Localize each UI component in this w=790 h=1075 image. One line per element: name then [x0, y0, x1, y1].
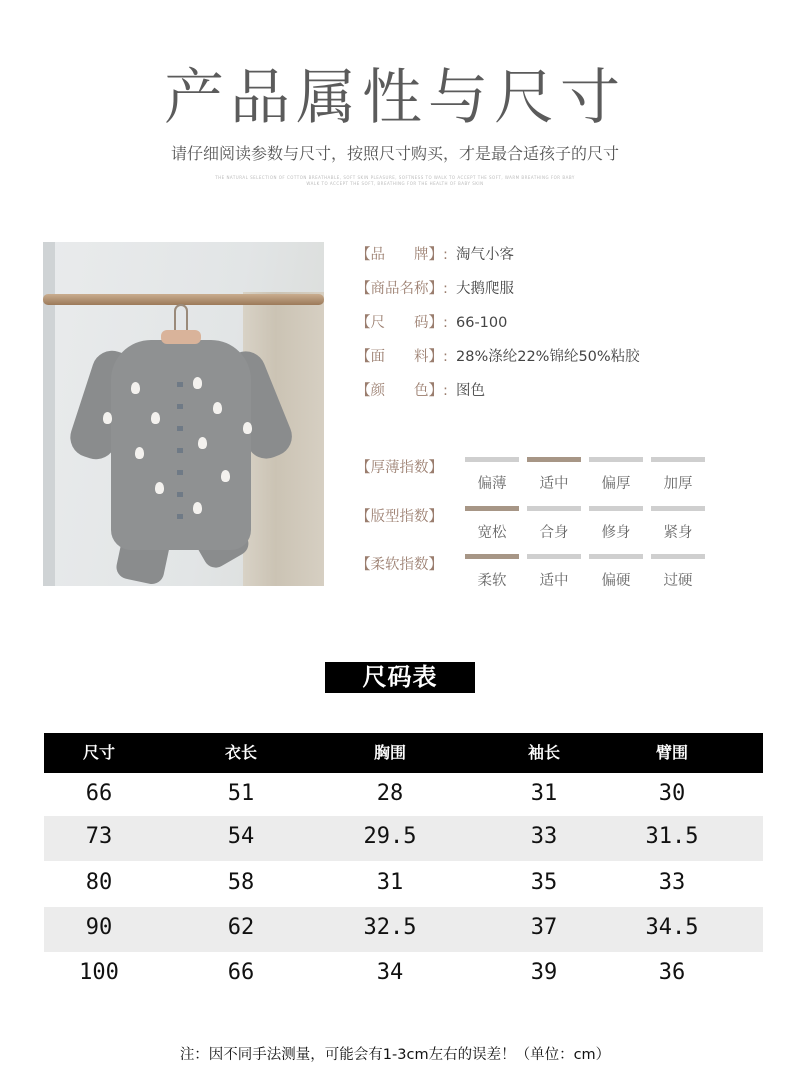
fine-print-line: WALK TO ACCEPT THE SOFT, BREATHING FOR THE HEALTH OF BABY SKIN	[306, 181, 484, 186]
table-cell: 33	[530, 824, 558, 849]
index-option	[589, 457, 643, 493]
attribute-row	[356, 347, 640, 367]
product-photo	[43, 242, 324, 586]
measurement-note: 注：因不同手法测量，可能会有1-3cm左右的误差！（单位：cm）	[179, 1047, 611, 1063]
table-row	[44, 952, 763, 997]
index-option-label: 适中	[539, 476, 569, 492]
attribute-row	[356, 279, 514, 299]
index-option	[651, 506, 705, 542]
index-label: 【厚薄指数】	[356, 460, 443, 476]
table-cell: 29.5	[363, 824, 417, 849]
table-cell: 80	[85, 870, 113, 895]
table-cell: 62	[227, 915, 255, 940]
index-bar	[589, 506, 643, 511]
size-table-header	[44, 733, 763, 773]
table-cell: 34	[376, 960, 404, 985]
index-bar	[527, 506, 581, 511]
column-header: 臂围	[655, 743, 688, 762]
attribute-key: 【颜 色】:	[356, 383, 448, 399]
index-option	[527, 506, 581, 542]
table-row	[44, 862, 763, 907]
index-option-label: 合身	[539, 525, 569, 541]
index-bar	[589, 554, 643, 559]
index-option	[527, 554, 581, 590]
index-option-label: 宽松	[477, 525, 507, 541]
index-option	[651, 457, 705, 493]
index-option-label: 紧身	[663, 525, 693, 541]
index-bar	[651, 457, 705, 462]
column-header: 胸围	[373, 743, 406, 762]
index-option	[527, 457, 581, 493]
index-label: 【版型指数】	[356, 509, 443, 525]
table-cell: 36	[658, 960, 686, 985]
table-cell: 90	[85, 915, 113, 940]
table-row	[44, 773, 763, 818]
index-label: 【柔软指数】	[356, 557, 443, 573]
attribute-key: 【商品名称】:	[356, 281, 448, 297]
table-cell: 31.5	[645, 824, 699, 849]
table-cell: 30	[658, 781, 686, 806]
attribute-row	[356, 381, 485, 401]
fine-print-line: THE NATURAL SELECTION OF COTTON BREATHABLE, SOFT SKIN PLEASURE, SOFTNESS TO WALK TO ACCEPT THE SOFT, WARM BREATHING FOR BABY	[215, 175, 575, 180]
table-cell: 58	[227, 870, 255, 895]
index-option	[465, 457, 519, 493]
table-row	[44, 816, 763, 861]
table-cell: 28	[376, 781, 404, 806]
page-subtitle: 请仔细阅读参数与尺寸，按照尺寸购买，才是最合适孩子的尺寸	[170, 144, 619, 163]
index-bar	[527, 554, 581, 559]
index-option-label: 修身	[601, 525, 631, 541]
page-title: 产品属性与尺寸	[164, 63, 626, 133]
table-cell: 33	[658, 870, 686, 895]
table-cell: 54	[227, 824, 255, 849]
index-option-label: 偏薄	[477, 476, 507, 492]
index-bar	[465, 506, 519, 511]
table-cell: 39	[530, 960, 558, 985]
index-bar	[465, 554, 519, 559]
index-option-label: 过硬	[663, 573, 693, 589]
size-chart-heading: 尺码表	[325, 662, 475, 693]
column-header: 衣长	[224, 743, 257, 762]
attribute-value: 淘气小客	[456, 247, 514, 263]
table-row	[44, 907, 763, 952]
attribute-key: 【面 料】:	[356, 349, 448, 365]
index-option	[465, 554, 519, 590]
table-cell: 37	[530, 915, 558, 940]
index-option-label: 加厚	[663, 476, 693, 492]
index-bar	[651, 506, 705, 511]
table-cell: 34.5	[645, 915, 699, 940]
table-cell: 73	[85, 824, 113, 849]
column-header: 袖长	[527, 743, 560, 762]
table-cell: 31	[530, 781, 558, 806]
index-bar	[651, 554, 705, 559]
index-option-label: 偏硬	[601, 573, 631, 589]
attribute-value: 28%涤纶22%锦纶50%粘胶	[456, 349, 640, 365]
table-cell: 35	[530, 870, 558, 895]
table-cell: 31	[376, 870, 404, 895]
attribute-key: 【品 牌】:	[356, 247, 448, 263]
attribute-row	[356, 313, 507, 333]
table-cell: 51	[227, 781, 255, 806]
attribute-key: 【尺 码】:	[356, 315, 448, 331]
index-bar	[589, 457, 643, 462]
index-option	[465, 506, 519, 542]
table-cell: 100	[79, 960, 119, 985]
index-option	[589, 506, 643, 542]
index-option-label: 适中	[539, 573, 569, 589]
index-bar	[527, 457, 581, 462]
attribute-row	[356, 245, 514, 265]
index-option	[651, 554, 705, 590]
table-cell: 66	[85, 781, 113, 806]
attribute-value: 大鹅爬服	[456, 281, 514, 297]
table-cell: 32.5	[363, 915, 417, 940]
index-option	[589, 554, 643, 590]
attribute-value: 66-100	[456, 315, 508, 331]
attribute-value: 图色	[456, 383, 485, 399]
index-option-label: 偏厚	[601, 476, 631, 492]
index-bar	[465, 457, 519, 462]
column-header: 尺寸	[82, 743, 115, 762]
table-cell: 66	[227, 960, 255, 985]
index-option-label: 柔软	[477, 573, 507, 589]
